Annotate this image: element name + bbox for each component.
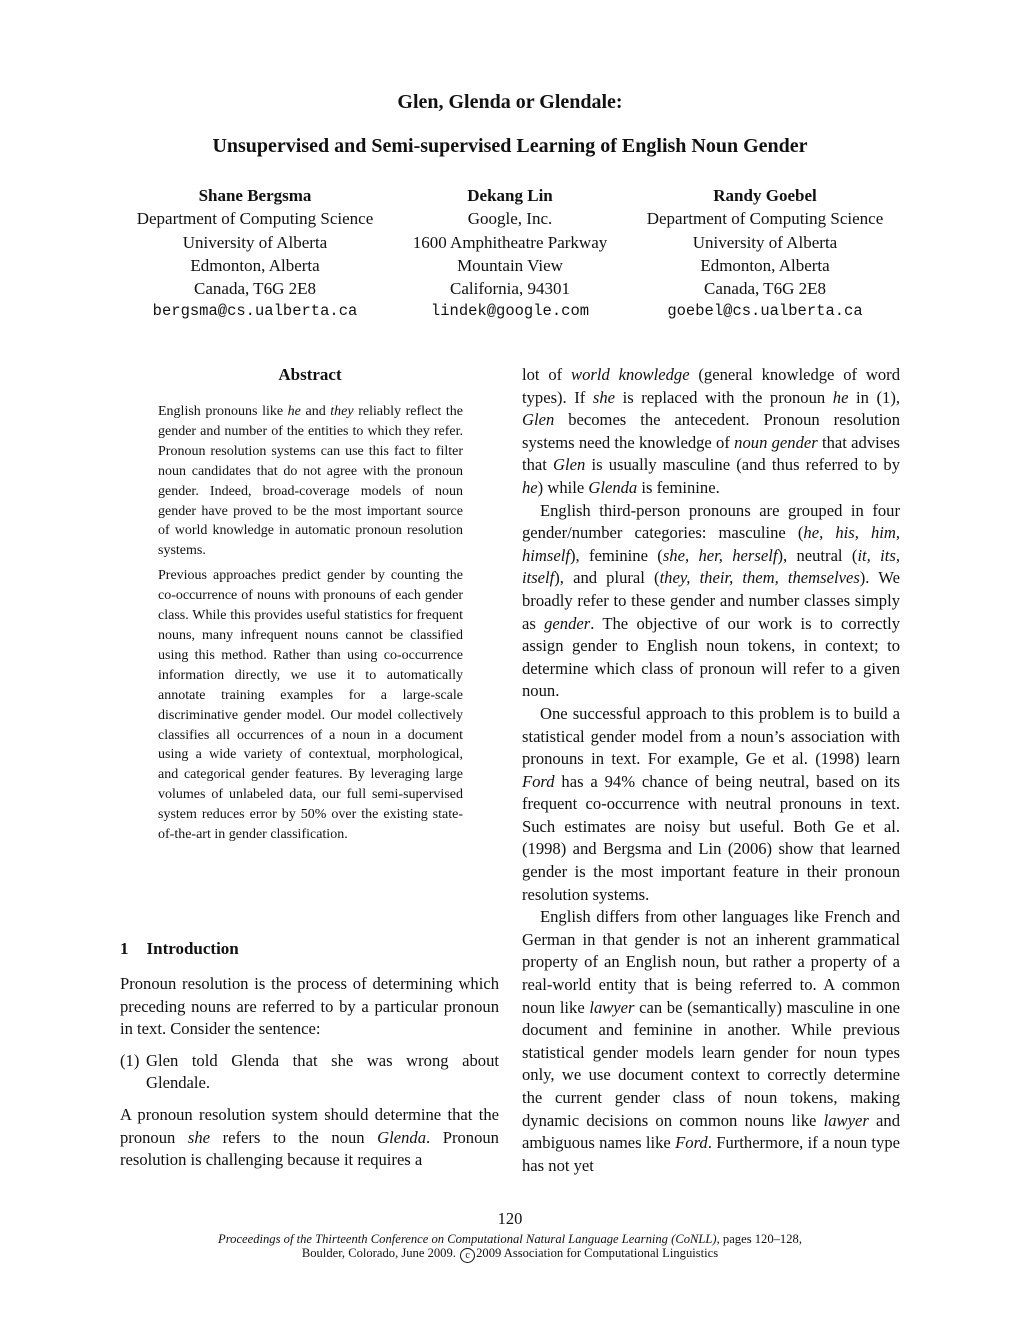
intro-heading (120, 939, 239, 959)
emph-noun-gender: noun gender (734, 432, 818, 452)
body-text: (general knowledge of word types). If (522, 365, 901, 407)
author-country: California, 94301 (450, 279, 570, 299)
proceedings-pages: , pages 120–128, (716, 1232, 802, 1246)
author-email: lindek@google.com (430, 302, 590, 321)
copyright-text: 2009 Association for Computational Linguistics (476, 1246, 719, 1260)
body-text: . Furthermore, if a noun type has not yet (522, 1133, 900, 1175)
emph-glen: Glen (553, 455, 586, 475)
emph-neutral: it, its, itself (522, 545, 900, 588)
copyright-line (0, 1246, 1020, 1263)
example-text: Glen told Glenda that she was wrong about Glendale. (146, 1050, 499, 1093)
emph-masculine: he, his, him, himself (522, 523, 900, 565)
author-dept: Department of Computing Science (646, 209, 884, 229)
emph-she: she (187, 1127, 211, 1147)
author-org: University of Alberta (182, 232, 328, 252)
abstract-emph-they: they (330, 404, 354, 419)
example-number: (1) (120, 1050, 140, 1070)
body-text: ), neutral ( (777, 545, 858, 565)
right-column (522, 364, 900, 1177)
right-paragraph-1 (522, 364, 900, 500)
author-city: Edmonton, Alberta (700, 255, 830, 275)
emph-glen: Glen (522, 410, 555, 430)
body-text: . Pronoun resolution is challenging because it requires a (120, 1127, 499, 1170)
body-text: ) while (537, 477, 589, 497)
emph-glenda: Glenda (377, 1127, 426, 1147)
author-org: 1600 Amphitheatre Parkway (412, 232, 608, 252)
author-org: University of Alberta (692, 232, 838, 252)
intro-paragraph-1: Pronoun resolution is the process of determining which preceding nouns are referred to by a particular pronoun in text. Consider the sentence: (120, 974, 499, 1039)
page-number: 120 (497, 1209, 523, 1228)
author-email: goebel@cs.ualberta.ca (667, 302, 863, 321)
body-text: English differs from other languages like French and German in that gender is not an inherent grammatical property of an English noun, but rather a property of a real-world entity that is being referred to. A common noun like (522, 907, 900, 1017)
body-text: . The objective of our work is to correctly assign gender to English noun tokens, in context; to determine which class of pronoun will refer to a given noun. (522, 613, 900, 701)
copyright-icon: c (460, 1248, 475, 1263)
section-number: 1 (120, 939, 129, 958)
abstract-paragraph-1 (158, 402, 463, 561)
intro-paragraph-2 (120, 1104, 499, 1172)
author-city: Edmonton, Alberta (190, 255, 320, 275)
author-name: Dekang Lin (467, 186, 553, 205)
author-city: Mountain View (457, 255, 563, 275)
body-text: has a 94% chance of being neutral, based on its frequent co-occurrence with neutral pronouns in text. Such estimates are noisy but useful. Both Ge et al. (1998) and Bergsma and Lin (2006) show that learned gender is the most important feature in their pronoun resolution systems. (522, 771, 900, 904)
body-text: English third-person pronouns are grouped in four gender/number categories: masculine ( (522, 500, 900, 543)
emph-lawyer: lawyer (589, 997, 635, 1017)
author-dept: Google, Inc. (467, 209, 553, 229)
body-text: and ambiguous names like (522, 1110, 900, 1153)
abstract-heading: Abstract (278, 365, 342, 384)
author-dept: Department of Computing Science (136, 209, 374, 229)
abstract-text: and (300, 404, 331, 419)
body-text: is replaced with the pronoun (615, 387, 833, 407)
emph-he: he (832, 387, 849, 407)
proceedings-citation (0, 1232, 1020, 1247)
emph-feminine: she, her, herself (662, 545, 778, 565)
abstract-text: reliably reflect the gender and number of the entities to which they refer. Pronoun resolution systems can use this fact to filter noun candidates that do not agree with the pronoun gender. Indeed, broad-coverage models of noun gender have proved to be the most important source of world knowledge in automatic pronoun resolution systems. (158, 404, 464, 559)
section-title: Introduction (146, 939, 239, 958)
author-block-2 (380, 184, 640, 324)
body-text: can be (semantically) masculine in one document and feminine in another. While previous statistical gender models learn gender for noun types only, we use document context to correctly determine the current gender class of noun tokens, making dynamic decisions on common nouns like (522, 997, 900, 1130)
abstract-text: English pronouns like (158, 404, 288, 419)
right-paragraph-2 (522, 500, 900, 703)
emph-gender: gender (544, 613, 591, 633)
body-text: refers to the noun (210, 1127, 378, 1147)
emph-world-knowledge: world knowledge (571, 365, 690, 384)
right-paragraph-4 (522, 906, 900, 1177)
body-text: becomes the antecedent. Pronoun resolution systems need the knowledge of (522, 410, 900, 452)
conference-location: Boulder, Colorado, June 2009. (301, 1246, 456, 1260)
proceedings-title: Proceedings of the Thirteenth Conference on Computational Natural Language Learning (CoNLL) (218, 1232, 717, 1246)
intro-body (120, 973, 499, 1172)
emph-lawyer: lawyer (823, 1110, 869, 1130)
emph-glenda: Glenda (588, 477, 638, 497)
abstract-paragraph-2: Previous approaches predict gender by counting the co-occurrence of nouns with pronouns of each gender class. While this provides useful statistics for frequent nouns, many infrequent nouns cannot be classified using this method. Rather than using co-occurrence information directly, we use it to automatically annotate training examples for a large-scale discriminative gender model. Our model collectively classifies all occurrences of a noun in a document using a wide variety of contextual, morphological, and categorical gender features. By leveraging large volumes of unlabeled data, our full semi-supervised system reduces error by 50% over the existing state-of-the-art in gender classification. (158, 568, 463, 843)
author-block-1 (100, 184, 410, 324)
author-name: Randy Goebel (713, 186, 817, 205)
body-text: A pronoun resolution system should determine that the pronoun (120, 1104, 499, 1147)
author-email: bergsma@cs.ualberta.ca (152, 302, 358, 321)
body-text: is feminine. (637, 477, 720, 497)
body-text: ), feminine ( (569, 545, 663, 565)
body-text: lot of (522, 365, 572, 384)
emph-ford: Ford (522, 771, 555, 791)
author-country: Canada, T6G 2E8 (194, 279, 316, 299)
emph-ford: Ford (675, 1133, 708, 1153)
author-name: Shane Bergsma (198, 186, 312, 205)
body-text: ), and plural ( (554, 568, 660, 588)
author-block-3 (610, 184, 920, 324)
example-sentence (120, 1050, 499, 1095)
body-text: ). We broadly refer to these gender and number classes simply as (522, 568, 900, 633)
right-paragraph-3 (522, 703, 900, 906)
paper-title-line1: Glen, Glenda or Glendale: (397, 91, 623, 113)
emph-she: she (592, 387, 616, 407)
body-text: is usually masculine (and thus referred to by (585, 455, 901, 475)
body-text: in (1), (848, 387, 900, 407)
abstract-body (158, 402, 463, 845)
emph-plural: they, their, them, themselves (659, 568, 860, 588)
abstract-emph-he: he (287, 404, 301, 419)
paper-title-line2: Unsupervised and Semi-supervised Learning of English Noun Gender (212, 135, 808, 157)
body-text: that advises that (522, 432, 901, 475)
emph-he: he (522, 477, 538, 497)
author-country: Canada, T6G 2E8 (704, 279, 826, 299)
body-text: One successful approach to this problem is to build a statistical gender model from a noun’s association with pronouns in text. For example, Ge et al. (1998) learn (522, 703, 900, 769)
